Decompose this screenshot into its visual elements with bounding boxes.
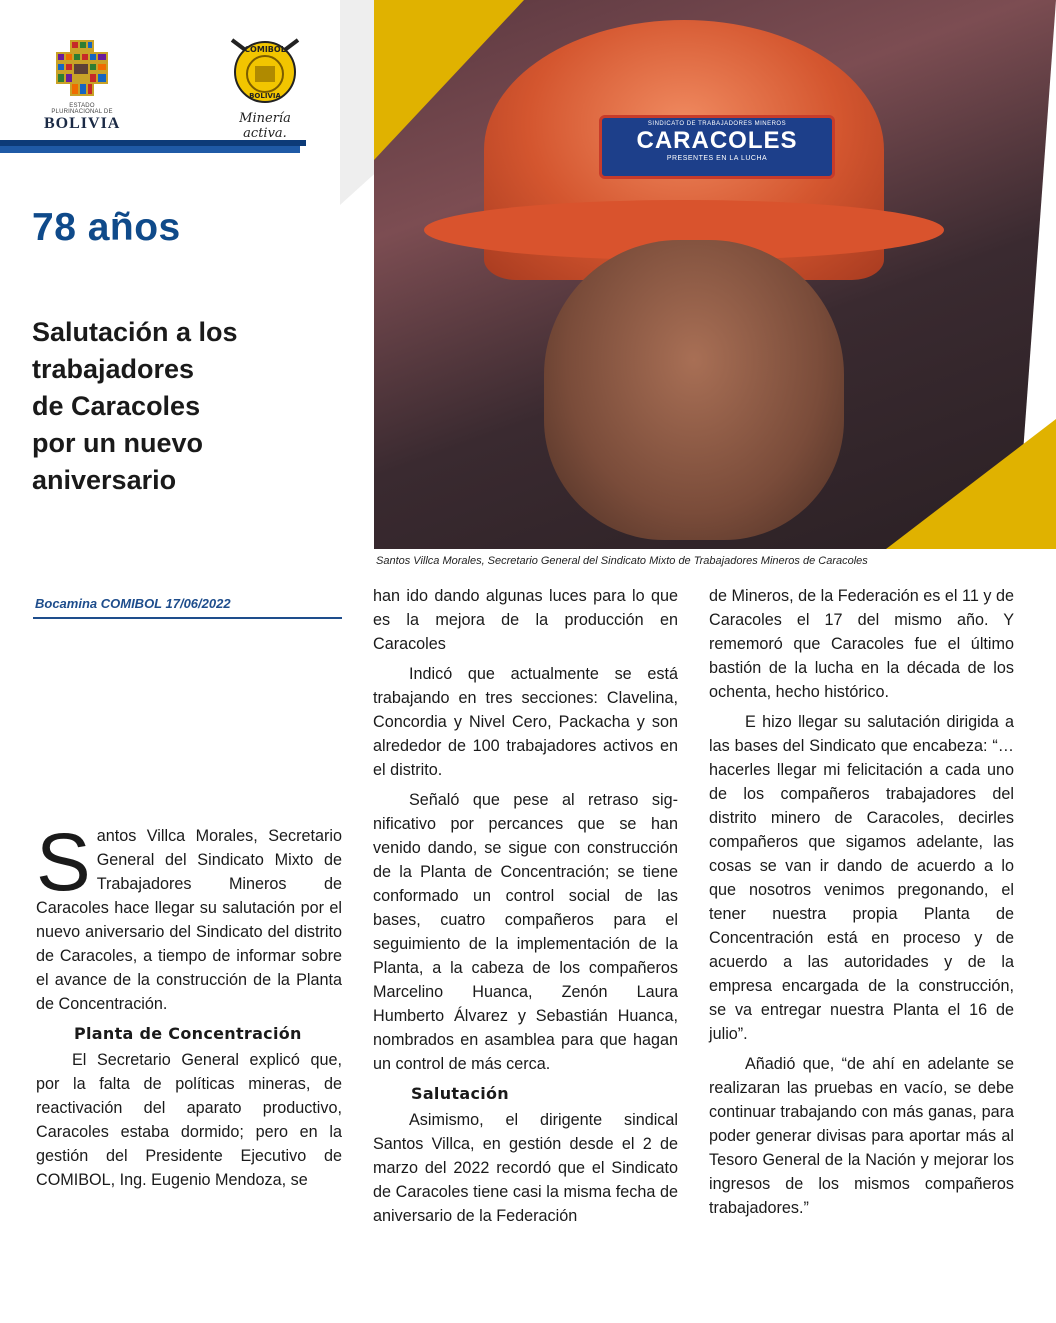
drop-cap: S — [36, 817, 91, 908]
paragraph: de Mineros, de la Federación es el 11 y de Caracoles el 17 del mismo año. Y rememoró que Caracoles fue el último bastión de la lucha en la década de los ochenta, hecho histórico. — [709, 587, 1014, 701]
header-grey-band — [340, 0, 374, 205]
photo-yellow-corner-bottom — [886, 419, 1056, 549]
photo-caption: Santos Villca Morales, Secretario General del Sindicato Mixto de Trabajadores Mineros de Caracoles — [376, 555, 868, 567]
source-rule — [33, 617, 342, 619]
headline-line: aniversario — [32, 465, 177, 495]
article-column-2 — [373, 584, 678, 1234]
comibol-seal-icon — [222, 36, 308, 104]
header-rule-blue — [0, 146, 300, 153]
headline-line: Salutación a los — [32, 317, 238, 347]
paragraph: El Secretario General explicó que, por la falta de políticas mineras, de reactivación del aparato productivo, Caracoles estaba dormido; pero en la gestión del Presidente Ejecutivo de COMIBOL, Ing. Eugenio Mendoza, se — [36, 1051, 342, 1189]
comibol-seal-country: BOLIVIA — [249, 92, 281, 100]
paragraph: han ido dando algunas luces para lo que es la mejora de la producción en Caracoles — [373, 587, 678, 653]
paragraph: Añadió que, “de ahí en adelante se realizaran las pruebas en vacío, se debe continuar trabajando con más ganas, para poder generar divisas para aportar más al Tesoro General de la Nación y mejorar los ingresos de los mismos compañeros trabajadores.” — [709, 1055, 1014, 1217]
paragraph — [36, 817, 342, 1016]
chakana-emblem-icon — [44, 38, 120, 98]
source-credit: Bocamina COMIBOL 17/06/2022 — [35, 596, 231, 611]
helmet-badge-line2: CARACOLES — [636, 127, 798, 154]
bolivia-logo — [44, 38, 121, 132]
helmet-badge-line1: SINDICATO DE TRABAJADORES MINEROS — [647, 121, 787, 127]
article-column-1 — [36, 817, 342, 1198]
headline-line: de Caracoles — [32, 391, 201, 421]
miner-face — [544, 240, 844, 540]
kicker-title: 78 años — [32, 206, 181, 249]
section-heading: Salutación — [411, 1084, 509, 1103]
paragraph: Señaló que pese al retraso significativo por percances que se han venido dando, se sigue con construcción de la Planta de Concentración; se tiene conformado un control social de las bases, cuatro compañeros para el seguimiento de la implementación de la Planta, a la cabeza de los compañeros Marcelino Huanca, Zenón Laura Humberto Álvarez y Sebastián Huanca, nombrados en asamblea para que hagan un control de más cerca. — [373, 791, 678, 1073]
headline — [32, 314, 332, 499]
helmet-badge — [599, 115, 835, 179]
bolivia-logo-small-text: ESTADO PLURINACIONAL DE — [51, 103, 113, 115]
paragraph: Asimismo, el dirigente sindical Santos Villca, en gestión desde el 2 de marzo del 2022 recordó que el Sindicato de Caracoles tiene casi la misma fecha de aniversario de la Federación — [373, 1111, 678, 1225]
helmet-badge-line3: PRESENTES EN LA LUCHA — [666, 155, 768, 162]
bolivia-logo-big-text: BOLIVIA — [44, 115, 121, 132]
comibol-logo — [222, 36, 308, 141]
paragraph-text: antos Villca Morales, Secretario General del Sindicato Mixto de Trabajadores Mineros de Caracoles hace llegar su salutación por el nuevo aniversario del Sindicato del distrito de Caracoles, a tiempo de informar sobre el avance de la construcción de la Planta de Concentración. — [36, 827, 342, 1013]
comibol-seal-name: COMIBOL — [244, 45, 286, 54]
miner-photo — [374, 0, 1056, 549]
comibol-tagline: Minería activa. — [239, 111, 291, 141]
headline-line: por un nuevo — [32, 428, 203, 458]
paragraph: E hizo llegar su salutación dirigida a las bases del Sindicato que encabeza: “…hacerles llegar mi felicitación a cada uno de los compañeros trabajadores del distrito minero de Caracoles, decirles compañeros que sigamos adelante, las cosas se van ir dando de acuerdo a lo que nosotros venimos pregonando, el tener nuestra propia Planta de Concentración está en proceso y de acuerdo a las autoridades y de la empresa encargada de la construcción, se va entregar nuestra Planta el 16 de julio”. — [709, 713, 1014, 1043]
paragraph: Indicó que actualmente se está trabajando en tres secciones: Clavelina, Concordia y Nivel Cero, Packacha y son alrededor de 100 trabajadores activos en el distrito. — [373, 665, 678, 779]
headline-line: trabajadores — [32, 354, 195, 384]
article-column-3 — [709, 584, 1014, 1226]
section-heading: Planta de Concentración — [74, 1024, 302, 1043]
